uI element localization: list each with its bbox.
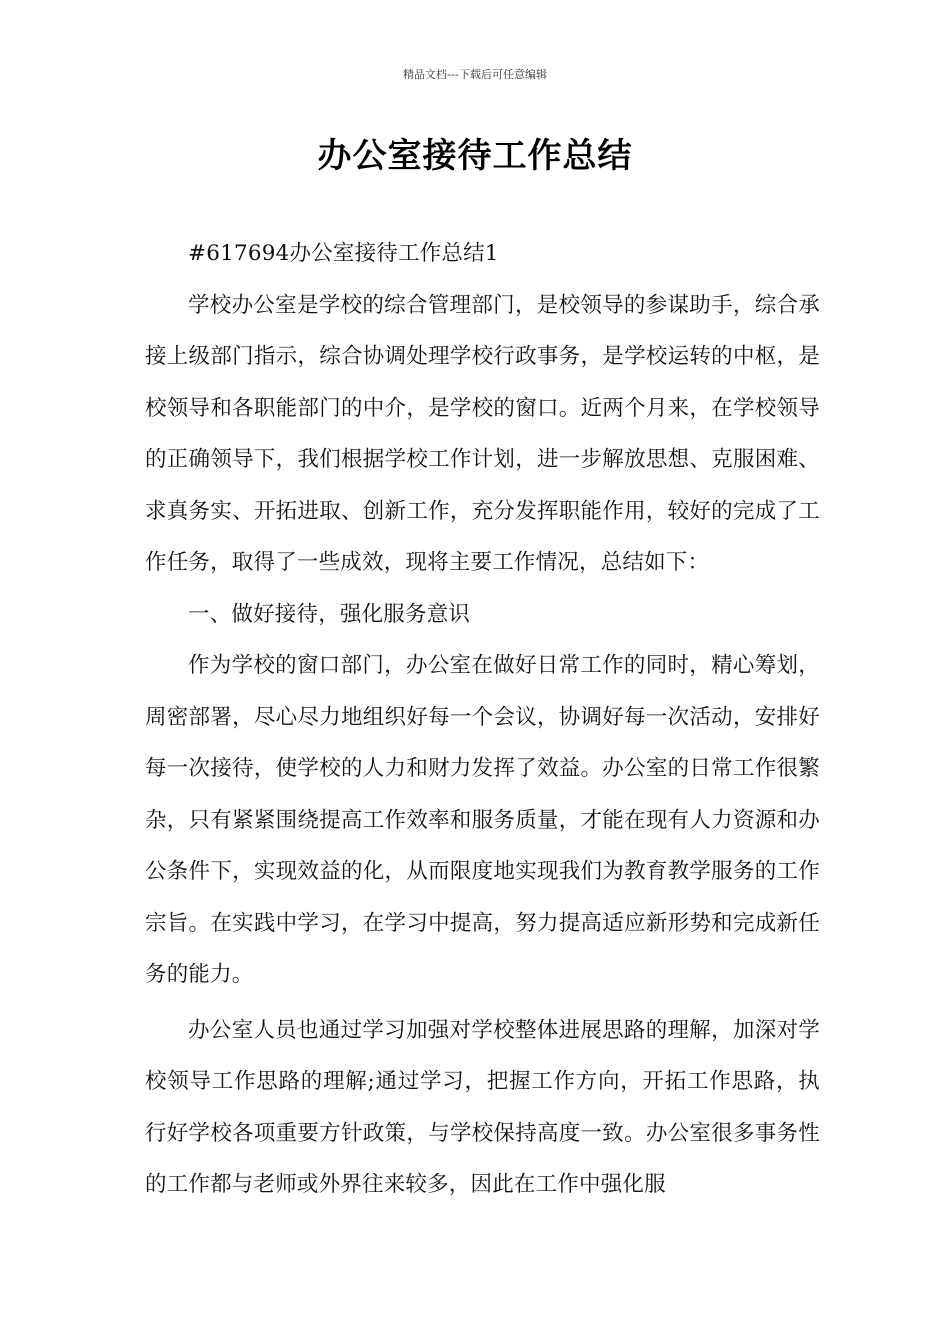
- header-note: 精品文档---下载后可任意编辑: [403, 68, 547, 81]
- paragraph-intro: 学校办公室是学校的综合管理部门，是校领导的参谋助手，综合承接上级部门指示，综合协调处理学校行政事务，是学校运转的中枢，是校领导和各职能部门的中介，是学校的窗口。近两个月来，在学校领导的正确领导下，我们根据学校工作计划，进一步解放思想、克服困难、求真务实、开拓进取、创新工作，充分发挥职能作用，较好的完成了工作任务，取得了一些成效，现将主要工作情况，总结如下：: [145, 292, 820, 575]
- document-body: [145, 228, 820, 1211]
- document-title: 办公室接待工作总结: [317, 136, 633, 176]
- section-heading: 一、做好接待，强化服务意识: [188, 601, 471, 627]
- document-subtitle: #617694办公室接待工作总结1: [188, 241, 499, 266]
- paragraph-reception: 作为学校的窗口部门，办公室在做好日常工作的同时，精心筹划，周密部署，尽心尽力地组织好每一个会议，协调好每一次活动，安排好每一次接待，使学校的人力和财力发挥了效益。办公室的日常工作很繁杂，只有紧紧围绕提高工作效率和服务质量，才能在现有人力资源和办公条件下，实现效益的化，从而限度地实现我们为教育教学服务的工作宗旨。在实践中学习，在学习中提高，努力提高适应新形势和完成新任务的能力。: [145, 653, 820, 987]
- paragraph-staff-learning: 办公室人员也通过学习加强对学校整体进展思路的理解，加深对学校领导工作思路的理解;通过学习，把握工作方向，开拓工作思路，执行好学校各项重要方针政策，与学校保持高度一致。办公室很多事务性的工作都与老师或外界往来较多，因此在工作中强化服: [145, 1017, 820, 1197]
